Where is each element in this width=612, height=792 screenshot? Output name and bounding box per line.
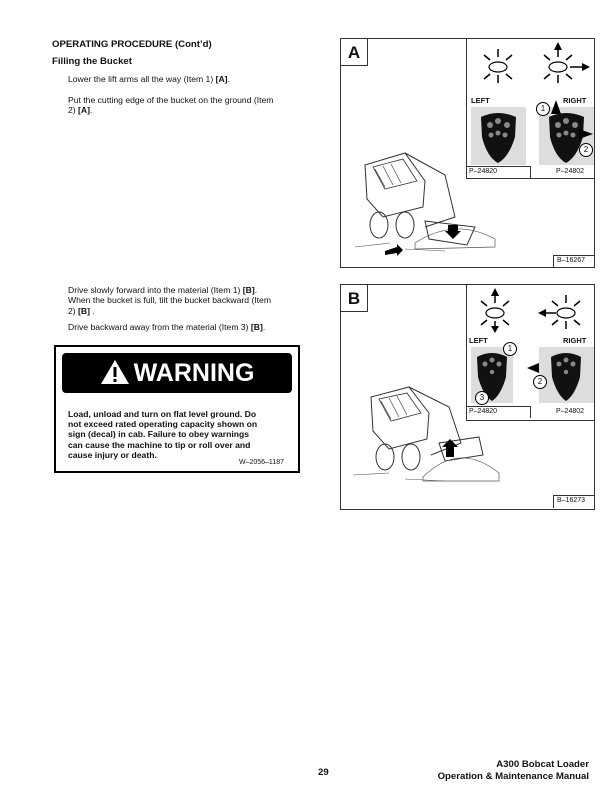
manual-title: A300 Bobcat Loader Operation & Maintenance Manual — [437, 759, 589, 782]
warning-text: Load, unload and turn on flat level ground. Do not exceed rated operating capacity shown on sign (decal) in cab. Failure to obey warnings can cause the machine to tip or roll over and cause injury or death. — [68, 409, 258, 460]
figure-b-right-label: RIGHT — [563, 336, 587, 345]
figure-b-left-code: P–24820 — [467, 406, 531, 418]
figure-b — [340, 284, 595, 510]
page-number: 29 — [318, 767, 329, 778]
figure-a-left-label: LEFT — [471, 96, 490, 105]
figure-a-code: B–16267 — [553, 255, 595, 268]
figure-a-letter: A — [341, 39, 368, 66]
warning-triangle-icon — [100, 359, 130, 385]
section-title: OPERATING PROCEDURE (Cont’d) — [52, 39, 212, 50]
left-arrow-icon — [527, 363, 539, 373]
warning-title: WARNING — [133, 359, 255, 387]
callout-2: 2 — [533, 375, 547, 389]
left-indicator-light-icon — [481, 45, 515, 85]
figure-b-letter: B — [341, 285, 368, 312]
callout-3: 3 — [475, 391, 489, 405]
figure-b-right-code: P–24802 — [556, 408, 585, 415]
figure-b-code: B–16273 — [553, 495, 595, 508]
figure-a-left-code: P–24820 — [467, 166, 531, 178]
skid-steer-loader-illustration — [345, 147, 505, 259]
warning-code: W–2056–1187 — [238, 459, 284, 466]
callout-2: 2 — [579, 143, 593, 157]
step-paragraph-4: Drive backward away from the material (Item 3) [B]. — [68, 322, 266, 332]
warning-box — [54, 345, 300, 473]
skid-steer-loader-illustration — [349, 385, 509, 485]
figure-a-right-label: RIGHT — [563, 96, 587, 105]
callout-1: 1 — [503, 342, 517, 356]
right-joystick-icon — [539, 347, 594, 403]
callout-1: 1 — [536, 102, 550, 116]
subsection-title: Filling the Bucket — [52, 56, 132, 67]
figure-a-right-code: P–24802 — [556, 168, 585, 175]
right-arrow-icon — [579, 129, 593, 139]
right-indicator-light-icon — [536, 291, 592, 331]
figure-b-left-label: LEFT — [469, 336, 488, 345]
right-indicator-light-icon — [536, 41, 592, 87]
up-arrow-icon — [551, 100, 561, 114]
figure-a — [340, 38, 595, 268]
left-indicator-light-icon — [477, 287, 513, 333]
warning-header — [62, 353, 292, 393]
step-paragraph-3: Drive slowly forward into the material (Item 1) [B]. When the bucket is full, tilt the bucket backward (Item 2) [B] . — [68, 285, 271, 316]
step-paragraph-1: Lower the lift arms all the way (Item 1) [A]. — [68, 74, 230, 84]
step-paragraph-2: Put the cutting edge of the bucket on the ground (Item 2) [A]. — [68, 95, 274, 116]
